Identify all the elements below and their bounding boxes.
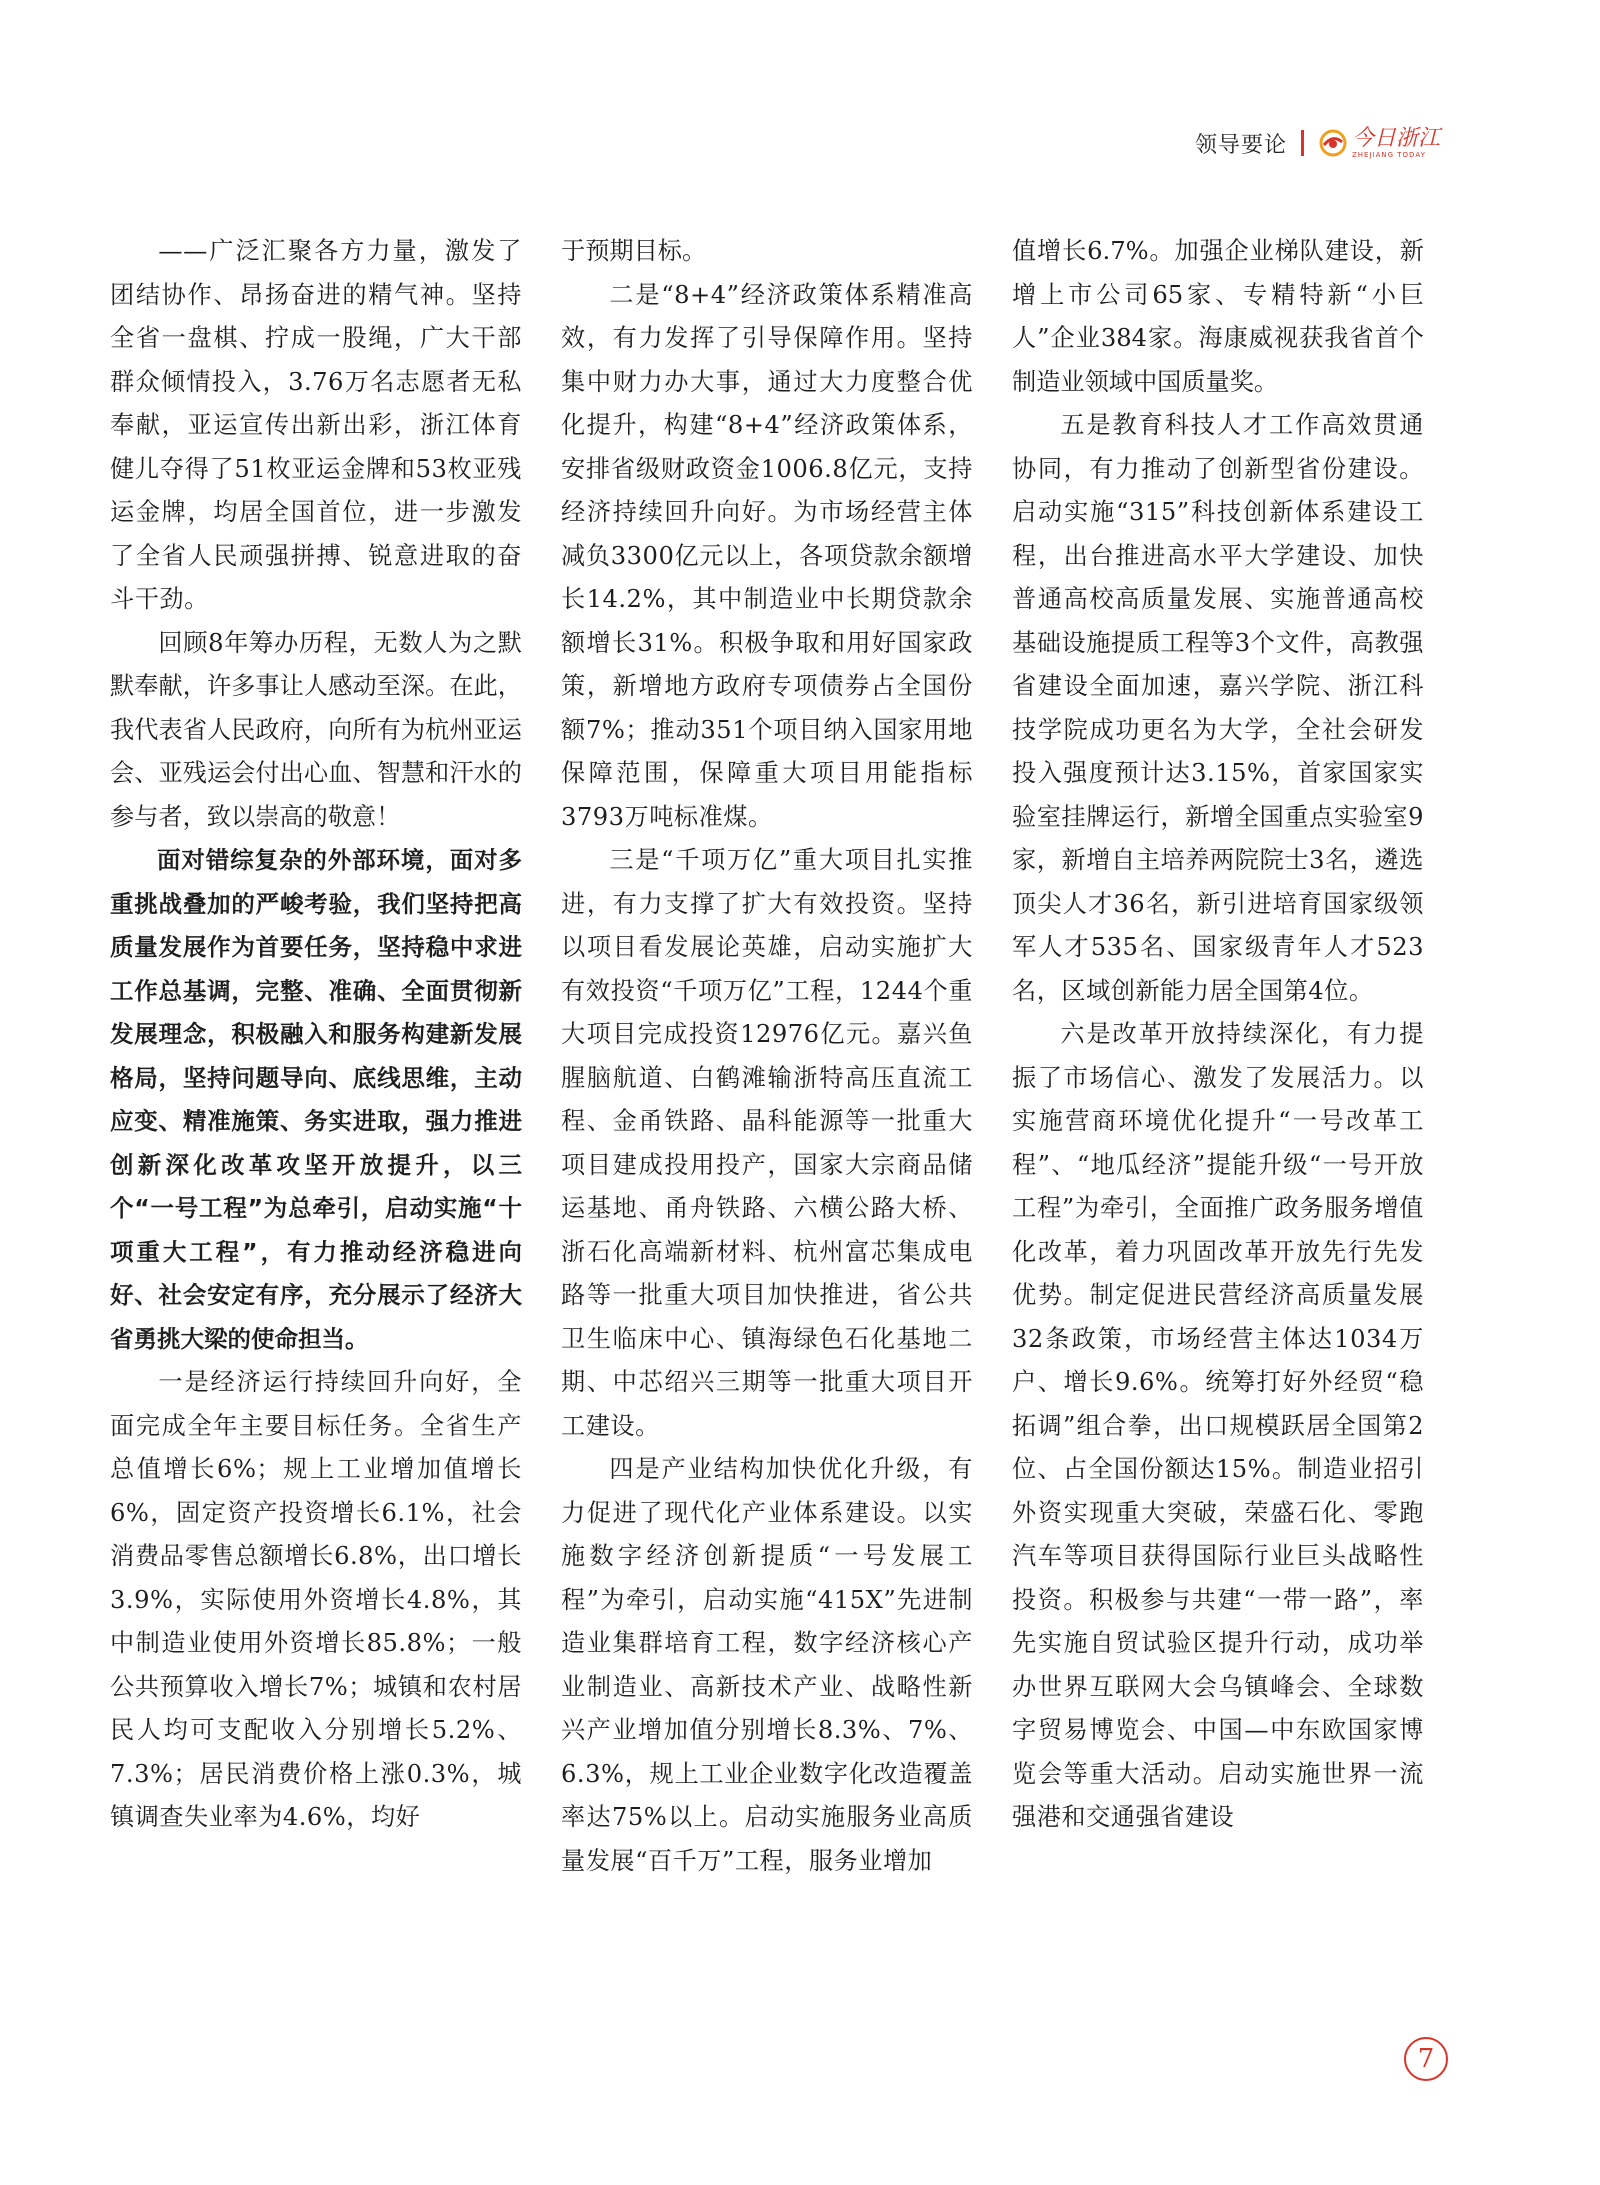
- logo-swirl-icon: [1318, 128, 1348, 158]
- page-number: 7: [1404, 2037, 1448, 2081]
- text-column-2: [561, 230, 973, 1883]
- header-divider: [1301, 130, 1304, 156]
- logo-english-text: ZHEJIANG TODAY: [1351, 150, 1426, 159]
- paragraph: 六是改革开放持续深化，有力提振了市场信心、激发了发展活力。以实施营商环境优化提升“一号改革工程”、“地瓜经济”提能升级“一号开放工程”为牵引，全面推广政务服务增值化改革，着力巩固改革开放先行先发优势。制定促进民营经济高质量发展32条政策，市场经营主体达1034万户、增长9.6%。统筹打好外经贸“稳拓调”组合拳，出口规模跃居全国第2位、占全国份额达15%。制造业招引外资实现重大突破，荣盛石化、零跑汽车等项目获得国际行业巨头战略性投资。积极参与共建“一带一路”，率先实施自贸试验区提升行动，成功举办世界互联网大会乌镇峰会、全球数字贸易博览会、中国—中东欧国家博览会等重大活动。启动实施世界一流强港和交通强省建设: [1012, 1020, 1424, 1831]
- section-title: 领导要论: [1194, 132, 1287, 158]
- magazine-logo: [1318, 125, 1440, 159]
- paragraph: 二是“8+4”经济政策体系精准高效，有力发挥了引导保障作用。坚持集中财力办大事，通过大力度整合优化提升，构建“8+4”经济政策体系，安排省级财政资金1006.8亿元，支持经济持续回升向好。为市场经营主体减负3300亿元以上，各项贷款余额增长14.2%，其中制造业中长期贷款余额增长31%。积极争取和用好国家政策，新增地方政府专项债券占全国份额7%；推动351个项目纳入国家用地保障范围，保障重大项目用能指标3793万吨标准煤。: [561, 280, 973, 831]
- text-column-3: [1012, 230, 1424, 1840]
- paragraph: 值增长6.7%。加强企业梯队建设，新增上市公司65家、专精特新“小巨人”企业384家。海康威视获我省首个制造业领域中国质量奖。: [1012, 237, 1424, 396]
- paragraph: 回顾8年筹办历程，无数人为之默默奉献，许多事让人感动至深。在此，我代表省人民政府，向所有为杭州亚运会、亚残运会付出心血、智慧和汗水的参与者，致以崇高的敬意！: [110, 628, 522, 831]
- logo-chinese-text: 今日浙江: [1351, 125, 1440, 151]
- paragraph: 四是产业结构加快优化升级，有力促进了现代化产业体系建设。以实施数字经济创新提质“一号发展工程”为牵引，启动实施“415X”先进制造业集群培育工程，数字经济核心产业制造业、高新技术产业、战略性新兴产业增加值分别增长8.3%、7%、6.3%，规上工业企业数字化改造覆盖率达75%以上。启动实施服务业高质量发展“百千万”工程，服务业增加: [561, 1455, 973, 1875]
- paragraph: 三是“千项万亿”重大项目扎实推进，有力支撑了扩大有效投资。坚持以项目看发展论英雄，启动实施扩大有效投资“千项万亿”工程，1244个重大项目完成投资12976亿元。嘉兴鱼腥脑航道、白鹤滩输浙特高压直流工程、金甬铁路、晶科能源等一批重大项目建成投用投产，国家大宗商品储运基地、甬舟铁路、六横公路大桥、浙石化高端新材料、杭州富芯集成电路等一批重大项目加快推进，省公共卫生临床中心、镇海绿色石化基地二期、中芯绍兴三期等一批重大项目开工建设。: [561, 846, 973, 1440]
- text-column-1: [110, 230, 522, 1840]
- paragraph: ——广泛汇聚各方力量，激发了团结协作、昂扬奋进的精气神。坚持全省一盘棋、拧成一股绳，广大干部群众倾情投入，3.76万名志愿者无私奉献，亚运宣传出新出彩，浙江体育健儿夺得了51枚亚运金牌和53枚亚残运金牌，均居全国首位，进一步激发了全省人民顽强拼搏、锐意进取的奋斗干劲。: [110, 237, 522, 613]
- paragraph: 一是经济运行持续回升向好，全面完成全年主要目标任务。全省生产总值增长6%；规上工业增加值增长6%，固定资产投资增长6.1%，社会消费品零售总额增长6.8%，出口增长3.9%，实际使用外资增长4.8%，其中制造业使用外资增长85.8%；一般公共预算收入增长7%；城镇和农村居民人均可支配收入分别增长5.2%、7.3%；居民消费价格上涨0.3%，城镇调查失业率为4.6%，均好: [110, 1368, 522, 1831]
- bold-paragraph: 面对错综复杂的外部环境，面对多重挑战叠加的严峻考验，我们坚持把高质量发展作为首要任务，坚持稳中求进工作总基调，完整、准确、全面贯彻新发展理念，积极融入和服务构建新发展格局，坚持问题导向、底线思维，主动应变、精准施策、务实进取，强力推进创新深化改革攻坚开放提升，以三个“一号工程”为总牵引，启动实施“十项重大工程”，有力推动经济稳进向好、社会安定有序，充分展示了经济大省勇挑大梁的使命担当。: [110, 846, 522, 1353]
- page-header: [1195, 118, 1440, 168]
- paragraph: 五是教育科技人才工作高效贯通协同，有力推动了创新型省份建设。启动实施“315”科技创新体系建设工程，出台推进高水平大学建设、加快普通高校高质量发展、实施普通高校基础设施提质工程等3个文件，高教强省建设全面加速，嘉兴学院、浙江科技学院成功更名为大学，全社会研发投入强度预计达3.15%，首家国家实验室挂牌运行，新增全国重点实验室9家，新增自主培养两院院士3名，遴选顶尖人才36名，新引进培育国家级领军人才535名、国家级青年人才523名，区域创新能力居全国第4位。: [1012, 411, 1424, 1005]
- paragraph: 于预期目标。: [561, 237, 707, 265]
